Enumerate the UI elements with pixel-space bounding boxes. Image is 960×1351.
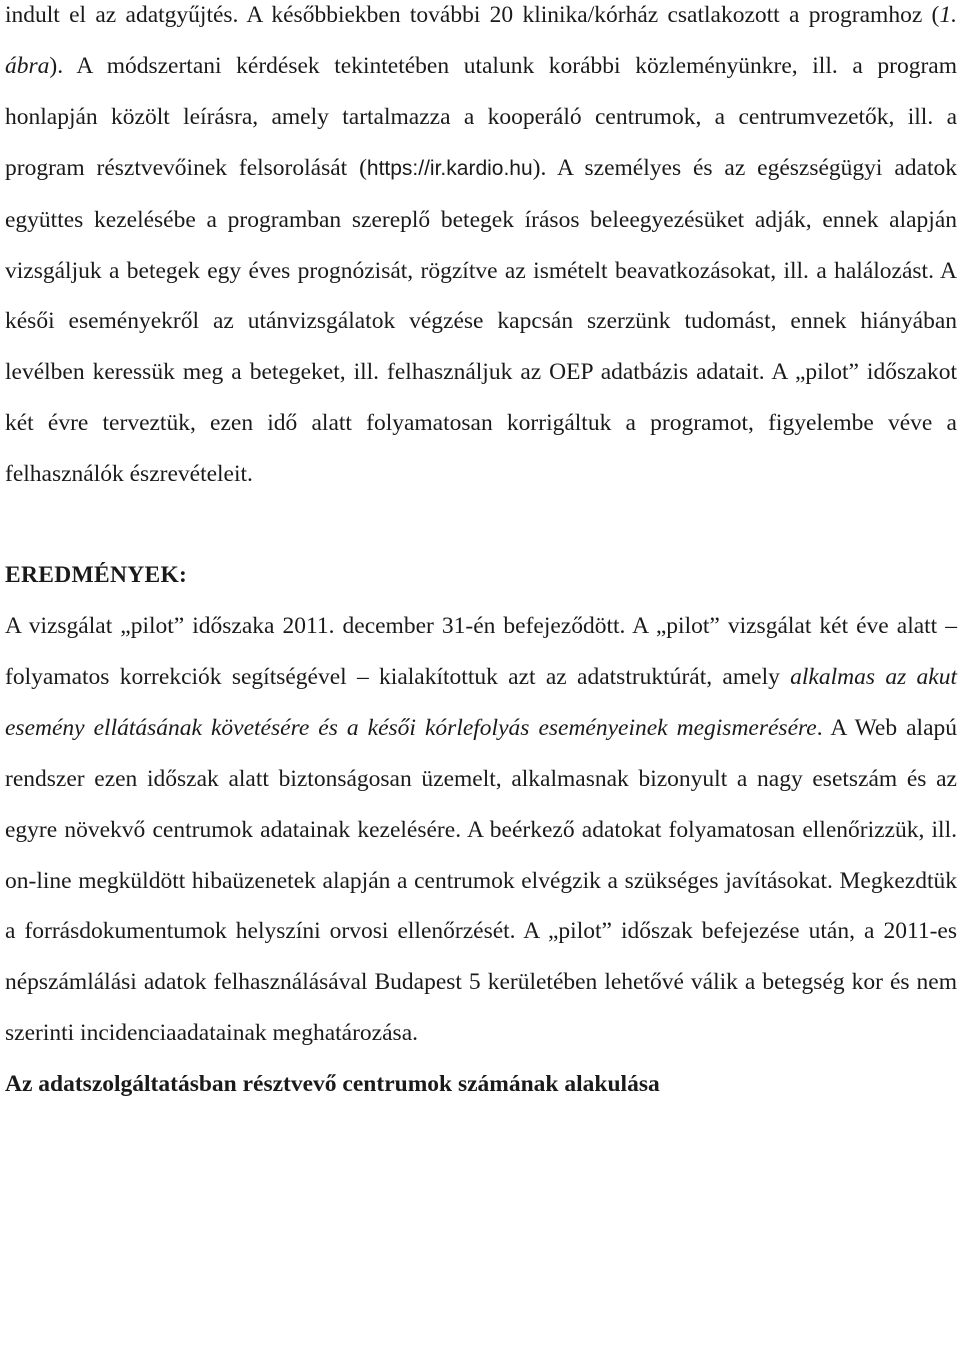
- program-website-link[interactable]: https://ir.kardio.hu: [366, 156, 533, 180]
- paragraph-methods-text-3: ). A személyes és az egészségügyi adatok együttes kezelésébe a programban szereplő betegek írásos beleegyezésüket adják, ennek alapján vizsgáljuk a betegek egy éves prognózisát, rögzítve az ismételt beavatkozásokat, ill. a halálozást. A késői eseményekről az utánvizsgálatok végzése kapcsán szerzünk tudomást, ennek hiányában levélben keressük meg a betegeket, ill. felhasználjuk az OEP adatbázis adatait. A „pilot” időszakot két évre terveztük, ezen idő alatt folyamatosan korrigáltuk a programot, figyelembe véve a felhasználók észrevételeit.: [5, 154, 957, 488]
- paragraph-methods-text-2: ). A módszertani kérdések tekintetében utalunk korábbi közleményünkre, ill. a program honlapján közölt leírásra, amely tartalmazza a kooperáló centrumok, a centrumvezetők, ill. a program résztvevőinek felsorolását (: [5, 52, 957, 181]
- results-heading: EREDMÉNYEK:: [5, 562, 188, 589]
- paragraph-methods: [5, 0, 957, 500]
- figure-reference[interactable]: 1. ábra: [5, 2, 957, 79]
- paragraph-methods-text-1: indult el az adatgyűjtés. A későbbiekben további 20 klinika/kórház csatlakozott a programhoz (: [5, 2, 940, 28]
- paragraph-results-italic: alkalmas az akut esemény ellátásának követésére és a késői kórlefolyás eseményeinek megismerésére: [5, 663, 957, 741]
- section-subtitle: Az adatszolgáltatásban résztvevő centrumok számának alakulása: [5, 1071, 660, 1098]
- document-page: [5, 0, 957, 1110]
- paragraph-results-text-2: . A Web alapú rendszer ezen időszak alatt biztonságosan üzemelt, alkalmasnak bizonyult a nagy esetszám és az egyre növekvő centrumok adatainak kezelésére. A beérkező adatokat folyamatosan ellenőrizzük, ill. on-line megküldött hibaüzenetek alapján a centrumok elvégzik a szükséges javításokat. Megkezdtük a forrásdokumentumok helyszíni orvosi ellenőrzését. A „pilot” időszak befejezése után, a 2011-es népszámlálási adatok felhasználásával Budapest 5 kerületében lehetővé válik a betegség kor és nem szerinti incidenciaadatainak meghatározása.: [5, 714, 958, 1047]
- paragraph-results: [5, 601, 957, 1059]
- paragraph-results-text-1: A vizsgálat „pilot” időszaka 2011. december 31-én befejeződött. A „pilot” vizsgálat két éve alatt – folyamatos korrekciók segítségével – kialakítottuk azt az adatstruktúrát, amely: [5, 612, 957, 690]
